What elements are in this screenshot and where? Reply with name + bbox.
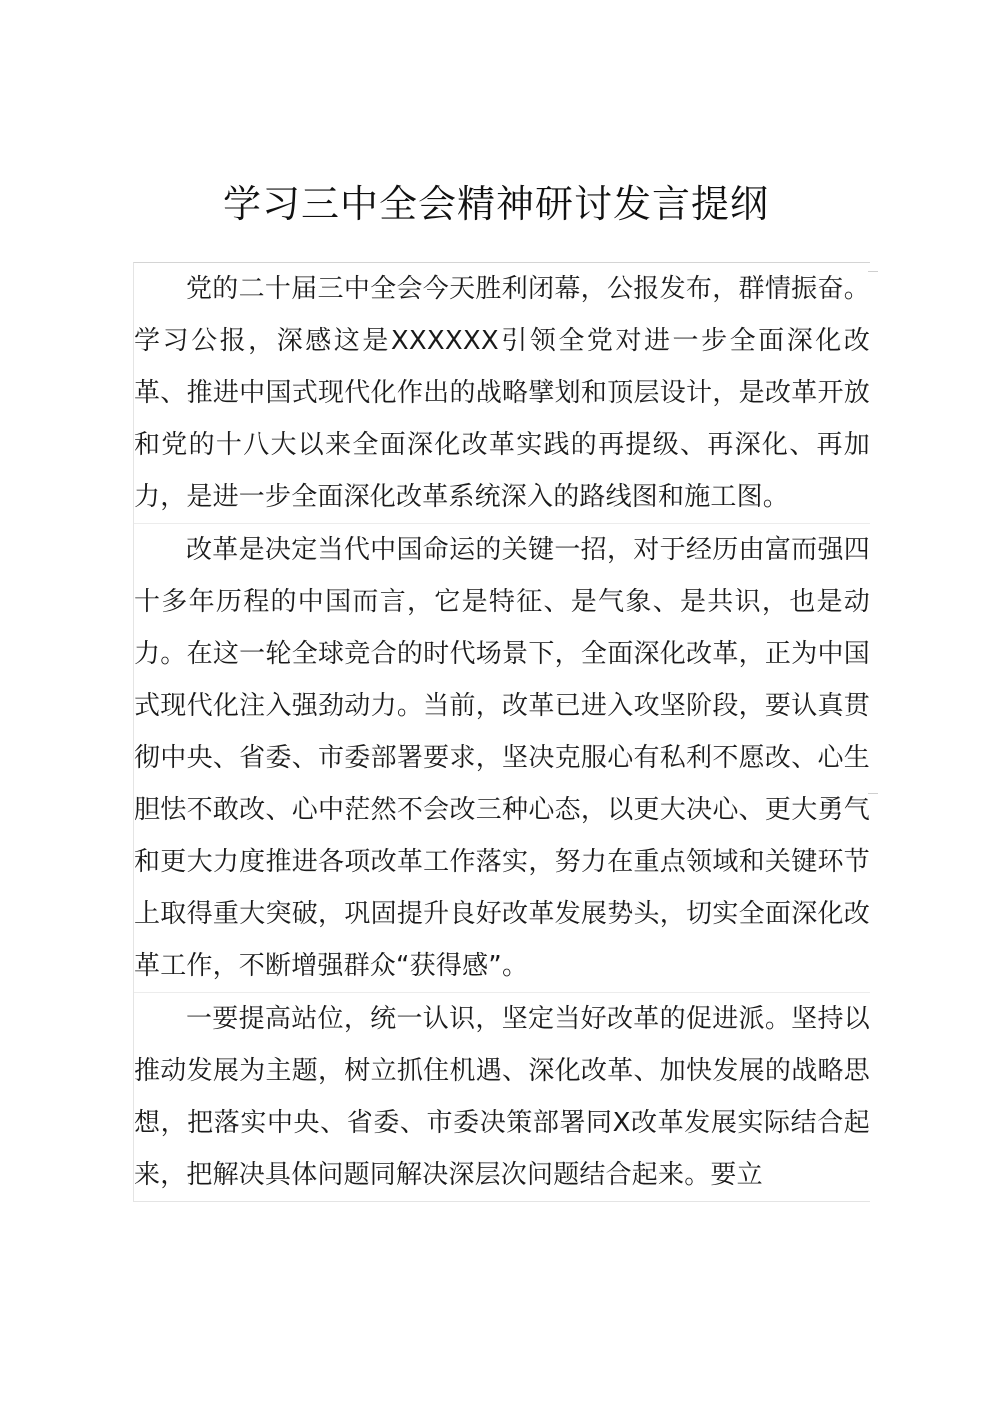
- paragraph-1: 党的二十届三中全会今天胜利闭幕，公报发布，群情振奋。学习公报，深感这是XXXXXX引领全党对进一步全面深化改革、推进中国式现代化作出的战略擘划和顶层设计，是改革开放和党的十八大以来全面深化改革实践的再提级、再深化、再加力，是进一步全面深化改革系统深入的路线图和施工图。: [134, 274, 870, 512]
- margin-mark: [868, 793, 878, 794]
- paragraph-3: 一要提高站位，统一认识，坚定当好改革的促进派。坚持以推动发展为主题，树立抓住机遇、深化改革、加快发展的战略思想，把落实中央、省委、市委决策部署同X改革发展实际结合起来，把解决具体问题同解决深层次问题结合起来。要立: [134, 992, 870, 1201]
- document-body: [133, 262, 870, 1202]
- paragraph-2: 改革是决定当代中国命运的关键一招，对于经历由富而强四十多年历程的中国而言，它是特征、是气象、是共识，也是动力。在这一轮全球竞合的时代场景下，全面深化改革，正为中国式现代化注入强劲动力。当前，改革已进入攻坚阶段，要认真贯彻中央、省委、市委部署要求，坚决克服心有私利不愿改、心生胆怯不敢改、心中茫然不会改三种心态，以更大决心、更大勇气和更大力度推进各项改革工作落实，努力在重点领域和关键环节上取得重大突破，巩固提升良好改革发展势头，切实全面深化改革工作，不断增强群众“获得感”。: [134, 523, 870, 992]
- page-title: 学习三中全会精神研讨发言提纲: [222, 182, 769, 226]
- margin-mark: [868, 271, 878, 272]
